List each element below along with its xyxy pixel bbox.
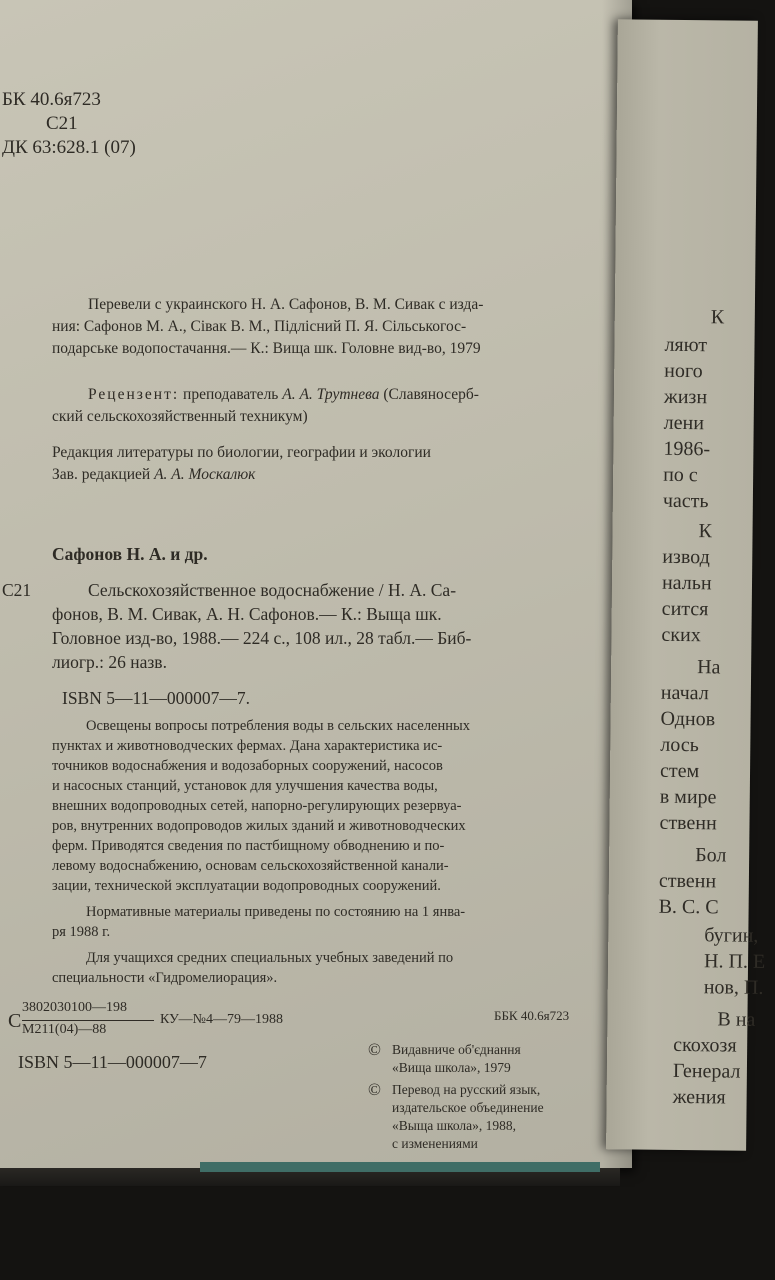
right-page-line: ственн [658,869,717,893]
right-page-line: лось [660,733,699,757]
abstract-line: внешних водопроводных сетей, напорно-регулирующих резервуа- [52,798,462,814]
right-page-line: лени [663,411,705,435]
catalog-line-4: лиогр.: 26 назв. [52,652,167,672]
right-page-line: нальн [661,571,712,595]
reviewer-line-1: Рецензент: преподаватель А. А. Трутнева (Славяносерб- [88,386,479,403]
right-page-line: Бол [695,844,727,867]
copyright-2-line-2: издательское объединение [392,1100,544,1115]
udk-code: ДК 63:628.1 (07) [2,137,136,158]
right-page-line: нов, П. [703,976,764,999]
right-page-line: сится [661,597,709,621]
copyright-icon: © [368,1040,381,1059]
abstract-line: левому водоснабжению, основам сельскохозяйственной канали- [52,858,449,874]
right-page-line: жения [672,1085,726,1109]
bbk-code: БК 40.6я723 [2,89,101,110]
abstract-line: ров, внутренних водопроводов жилых зданий и животноводческих [52,818,466,834]
imprint-bbk: ББК 40.6я723 [494,1008,570,1023]
right-page-line: ляют [664,333,708,357]
normative-line: Нормативные материалы приведены по состоянию на 1 янва- [86,904,466,920]
imprint-ku: КУ—№4—79—1988 [160,1012,283,1027]
copyright-1-line-2: «Вища школа», 1979 [392,1060,511,1075]
book-cover-edge [200,1162,600,1172]
imprint-denominator: М211(04)—88 [22,1022,107,1037]
book-page-right [606,19,766,1150]
editorial-line-2: Зав. редакцией А. А. Москалюк [52,466,256,483]
editor-name: А. А. Москалюк [154,466,256,483]
right-page-line: ственн [659,811,717,835]
audience-line: Для учащихся средних специальных учебных заведений по [86,950,454,966]
right-page-line: извод [662,545,710,569]
right-page-line: Генерал [672,1059,741,1083]
imprint-numerator: 3802030100—198 [22,1000,127,1015]
copyright-2-line-4: с изменениями [392,1136,478,1151]
isbn-main: ISBN 5—11—000007—7. [62,688,250,708]
translation-line-3: подарське водопостачання.— К.: Вища шк. Головне вид-во, 1979 [52,340,481,357]
editorial-line-1: Редакция литературы по биологии, географии и экологии [52,444,431,461]
isbn-bottom: ISBN 5—11—000007—7 [18,1052,207,1072]
abstract-line: ферм. Приводятся сведения по пастбищному обводнению и по- [52,838,445,854]
imprint-fraction-bar [22,1020,154,1021]
imprint-c-letter: С [8,1010,22,1032]
reviewer-name: А. А. Трутнева [282,386,380,403]
translation-line-1: Перевели с украинского Н. А. Сафонов, В. М. Сивак с изда- [88,296,484,313]
abstract-line: точников водоснабжения и водозаборных сооружений, насосов [52,758,443,774]
right-page-line: жизн [663,385,708,409]
copyright-2-line-3: «Выща школа», 1988, [392,1118,517,1133]
catalog-line-1: Сельскохозяйственное водоснабжение / Н. А. Са- [88,580,457,600]
abstract-line: и насосных станций, установок для улучшения качества воды, [52,778,438,794]
right-page-line: стем [659,759,700,783]
c21-code: С21 [46,113,78,134]
right-page-line: К [698,520,713,543]
right-page-line: часть [662,489,709,513]
abstract-line: Освещены вопросы потребления воды в сельских населенных [86,718,471,734]
normative-line: ря 1988 г. [52,924,111,940]
catalog-line-3: Головное изд-во, 1988.— 224 с., 108 ил., 28 табл.— Биб- [52,628,472,648]
right-page-line: начал [660,681,709,705]
translation-line-2: ния: Сафонов М. А., Сівак В. М., Підлісний П. Я. Сільськогос- [52,318,467,335]
catalog-code: С21 [2,580,32,600]
copyright-2-line-1: Перевод на русский язык, [392,1082,541,1097]
right-page-line: 1986- [663,437,711,461]
abstract-line: пунктах и животноводческих фермах. Дана характеристика ис- [52,738,443,754]
copyright-icon: © [368,1080,381,1099]
right-page-line: В. С. С [658,895,719,919]
right-page-line: ного [664,359,703,383]
right-page-line: В на [717,1008,756,1031]
abstract-line: зации, технической эксплуатации водопроводных сооружений. [52,878,441,894]
reviewer-line-2: ский сельскохозяйственный техникум) [52,408,308,425]
author-heading: Сафонов Н. А. и др. [52,544,208,564]
right-page-line: в мире [659,785,717,809]
right-page-line: бугин, [704,924,759,947]
right-page-line: На [697,656,721,679]
right-page-line: Однов [660,707,716,731]
right-page-line: Н. П. Е [703,950,766,973]
right-page-line: скохозя [673,1033,737,1057]
reviewer-label: Рецензент: [88,386,180,403]
right-page-line: К [710,306,725,329]
audience-line: специальности «Гидромелиорация». [52,970,278,986]
catalog-line-2: фонов, В. М. Сивак, А. Н. Сафонов.— К.: Выща шк. [52,604,442,624]
copyright-1-line-1: Видавниче об'єднання [392,1042,521,1057]
right-page-line: ских [661,623,701,647]
right-page-line: по с [663,463,698,487]
